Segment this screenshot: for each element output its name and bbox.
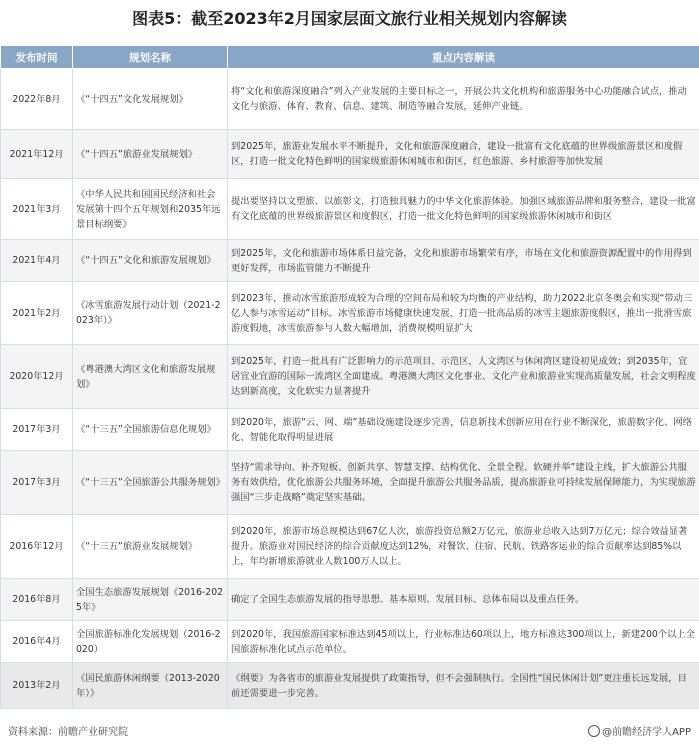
table-row — [1, 451, 699, 515]
row-name: 《国民旅游休闲纲要（2013-2020年）》 — [73, 663, 228, 709]
row-content: 到2025年，旅游业发展水平不断提升，文化和旅游深度融合，建设一批富有文化底蕴的世界级旅游景区和度假区，打造一批文化特色鲜明的国家级旅游休闲城市和街区，红色旅游、乡村旅游等加快发展 — [228, 130, 699, 179]
row-date: 2021年12月 — [1, 130, 73, 179]
row-content: 到2020年，旅游市场总规模达到67亿人次，旅游投资总额2万亿元，旅游业总收入达到7万亿元；综合效益显著提升。旅游业对国民经济的综合贡献度达到12%，对餐饮、住宿、民航、铁路客运业的综合贡献率达到85%以上，年均新增旅游就业人数100万人以上。 — [228, 515, 699, 579]
header-name: 规划名称 — [73, 46, 228, 69]
row-date: 2013年2月 — [1, 663, 73, 709]
table-row — [1, 130, 699, 179]
row-name: 《中华人民共和国国民经济和社会发展第十四个五年规划和2035年远景目标纲要》 — [73, 179, 228, 240]
footer — [0, 725, 699, 745]
row-date: 2021年4月 — [1, 240, 73, 282]
table-row — [1, 579, 699, 621]
row-content: 提出要坚持以文塑旅、以旅彰文，打造独具魅力的中华文化旅游体验。加强区域旅游品牌和服务整合，建设一批富有文化底蕴的世界级旅游景区和度假区，打造一批文化特色鲜明的国家级旅游休闲城市和街区 — [228, 179, 699, 240]
row-date: 2016年12月 — [1, 515, 73, 579]
row-content: 《纲要》为各省市的旅游业发展提供了政策指导，但不会强制执行。全国性“国民休闲计划”更注重长远发展，目前还需要进一步完善。 — [228, 663, 699, 709]
row-date: 2016年4月 — [1, 621, 73, 663]
row-content: 将“文化和旅游深度融合”列入产业发展的主要目标之一，开展公共文化机构和旅游服务中心功能融合试点，推动文化与旅游、体育、教育、信息、建筑、制造等融合发展，延伸产业链。 — [228, 69, 699, 130]
row-content: 确定了全国生态旅游发展的指导思想、基本原则、发展目标、总体布局以及重点任务。 — [228, 579, 699, 621]
row-content: 到2020年，旅游“云、网、端”基础设施建设逐步完善，信息新技术创新应用在行业不断深化，旅游数字化、网络化、智能化取得明显进展 — [228, 409, 699, 451]
policy-table — [0, 45, 699, 709]
table-row — [1, 663, 699, 709]
table-row — [1, 179, 699, 240]
row-date: 2017年3月 — [1, 451, 73, 515]
row-name: 《“十四五”旅游业发展规划》 — [73, 130, 228, 179]
header-date: 发布时间 — [1, 46, 73, 69]
row-name: 《冰雪旅游发展行动计划（2021-2023年）》 — [73, 282, 228, 345]
row-name: 《“十三五”全国旅游公共服务规划》 — [73, 451, 228, 515]
table-row — [1, 409, 699, 451]
row-content: 坚持“需求导向、补齐短板、创新共享、智慧支撑、结构优化、全景全程、软硬并举”建设主线，扩大旅游公共服务有效供给，优化旅游公共服务环境，全面提升旅游公共服务品质，提高旅游业可持续发展保障能力，为实现旅游强国“三步走战略”奠定坚实基础。 — [228, 451, 699, 515]
row-content: 到2025年，打造一批具有广泛影响力的示范项目、示范区，人文湾区与休闲湾区建设初见成效；到2035年，宜居宜业宜游的国际一流湾区全面建成。粤港澳大湾区文化事业、文化产业和旅游业实现高质量发展，社会文明程度达到新高度，文化软实力显著提升 — [228, 345, 699, 409]
row-date: 2021年3月 — [1, 179, 73, 240]
table-row — [1, 515, 699, 579]
table-row — [1, 621, 699, 663]
brand-label: @前瞻经济学人APP — [602, 727, 691, 738]
brand-credit — [588, 725, 691, 741]
table-row — [1, 69, 699, 130]
row-content: 到2025年，文化和旅游市场体系日益完备，文化和旅游市场繁荣有序，市场在文化和旅游资源配置中的作用得到更好发挥，市场监管能力不断提升 — [228, 240, 699, 282]
table-row — [1, 282, 699, 345]
table-row — [1, 345, 699, 409]
row-name: 全国生态旅游发展规划《2016-2025年》 — [73, 579, 228, 621]
row-name: 全国旅游标准化发展规划（2016-2020） — [73, 621, 228, 663]
row-name: 《粤港澳大湾区文化和旅游发展规划》 — [73, 345, 228, 409]
row-name: 《“十四五”文化和旅游发展规划》 — [73, 240, 228, 282]
source-note: 资料来源：前瞻产业研究院 — [8, 727, 128, 738]
chart-title: 图表5：截至2023年2月国家层面文旅行业相关规划内容解读 — [132, 9, 567, 28]
row-date: 2022年8月 — [1, 69, 73, 130]
row-date: 2021年2月 — [1, 282, 73, 345]
header-content: 重点内容解读 — [228, 46, 699, 69]
brand-logo-icon — [588, 725, 600, 737]
row-content: 到2020年，我国旅游国家标准达到45项以上，行业标准达60项以上，地方标准达300项以上，新建200个以上全国旅游标准化试点示范单位。 — [228, 621, 699, 663]
row-name: 《“十四五”文化发展规划》 — [73, 69, 228, 130]
table-row — [1, 240, 699, 282]
row-name: 《“十三五”全国旅游信息化规划》 — [73, 409, 228, 451]
row-date: 2016年8月 — [1, 579, 73, 621]
row-content: 到2023年，推动冰雪旅游形成较为合理的空间布局和较为均衡的产业结构，助力2022北京冬奥会和实现“带动三亿人参与冰雪运动”目标。冰雪旅游市场健康快速发展，打造一批高品质的冰雪主题旅游度假区，推出一批滑雪旅游度假地，冰雪旅游参与人数大幅增加，消费规模明显扩大 — [228, 282, 699, 345]
table-header-row — [1, 46, 699, 69]
row-name: 《“十三五”旅游业发展规划》 — [73, 515, 228, 579]
row-date: 2017年3月 — [1, 409, 73, 451]
row-date: 2020年12月 — [1, 345, 73, 409]
